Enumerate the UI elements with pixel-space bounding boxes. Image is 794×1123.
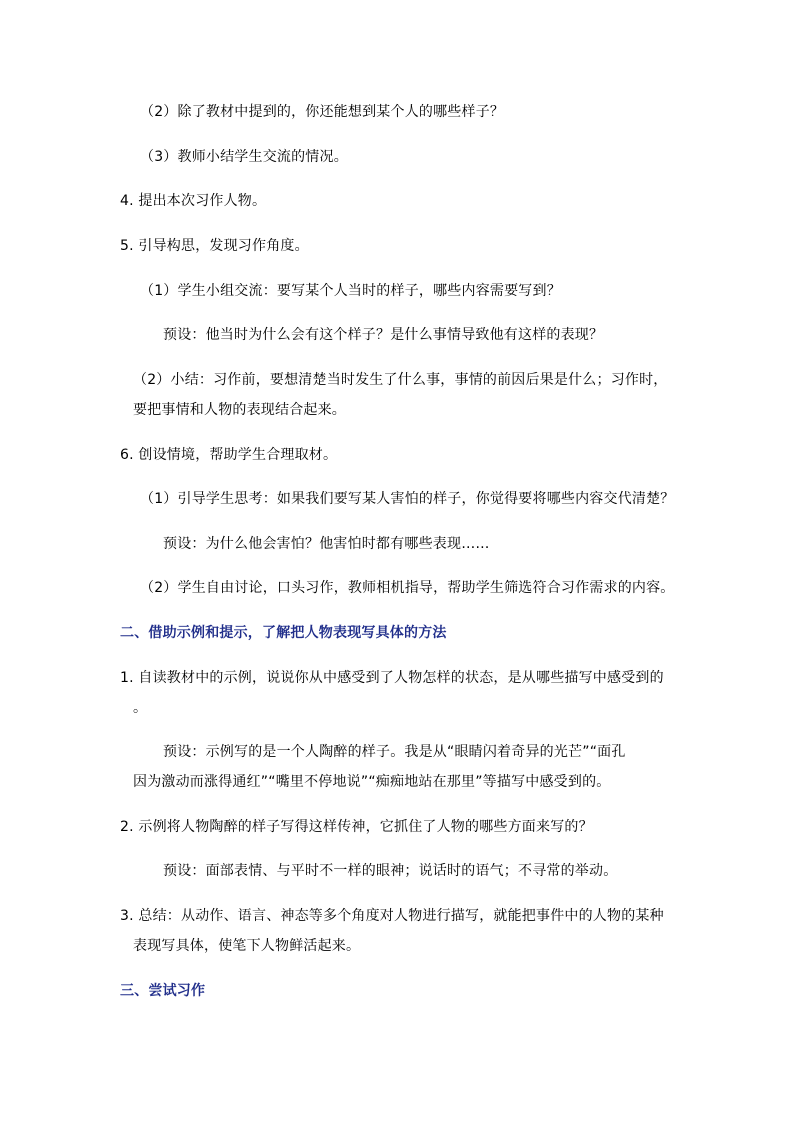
paragraph-line: 5. 引导构思，发现习作角度。 [120,238,309,254]
paragraph-line: 4. 提出本次习作人物。 [120,193,267,209]
paragraph-line: （2）学生自由讨论，口头习作，教师相机指导，帮助学生筛选符合习作需求的内容。 [140,580,675,596]
paragraph-line: 1. 自读教材中的示例，说说你从中感受到了人物怎样的状态，是从哪些描写中感受到的 [120,670,664,686]
paragraph-line: 预设：面部表情、与平时不一样的眼神；说话时的语气；不寻常的举动。 [163,863,618,879]
paragraph-line: （2）小结：习作前，要想清楚当时发生了什么事，事情的前因后果是什么；习作时， [133,372,668,388]
section-heading: 二、借助示例和提示，了解把人物表现写具体的方法 [120,625,447,641]
paragraph-line: 。 [133,700,148,716]
paragraph-line: （2）除了教材中提到的，你还能想到某个人的哪些样子？ [140,104,505,120]
paragraph-line: 预设：他当时为什么会有这个样子？是什么事情导致他有这样的表现？ [163,327,604,343]
paragraph-line: 表现写具体，使笔下人物鲜活起来。 [133,938,361,954]
paragraph-line: 预设：为什么他会害怕？他害怕时都有哪些表现…… [163,536,490,552]
paragraph-line: 6. 创设情境，帮助学生合理取材。 [120,447,338,463]
paragraph-line: （1）学生小组交流：要写某个人当时的样子，哪些内容需要写到？ [140,283,561,299]
paragraph-line: （3）教师小结学生交流的情况。 [140,149,348,165]
paragraph-line: 3. 总结：从动作、语言、神态等多个角度对人物进行描写，就能把事件中的人物的某种 [120,908,664,924]
paragraph-line: （1）引导学生思考：如果我们要写某人害怕的样子，你觉得要将哪些内容交代清楚？ [140,491,675,507]
paragraph-line: 2. 示例将人物陶醉的样子写得这样传神，它抓住了人物的哪些方面来写的？ [120,819,593,835]
section-heading: 三、尝试习作 [120,983,206,999]
paragraph-line: 要把事情和人物的表现结合起来。 [133,402,346,418]
paragraph-line: 因为激动而涨得通红”“嘴里不停地说”“痴痴地站在那里”等描写中感受到的。 [133,774,611,790]
paragraph-line: 预设：示例写的是一个人陶醉的样子。我是从“眼睛闪着奇异的光芒”“面孔 [163,744,626,760]
